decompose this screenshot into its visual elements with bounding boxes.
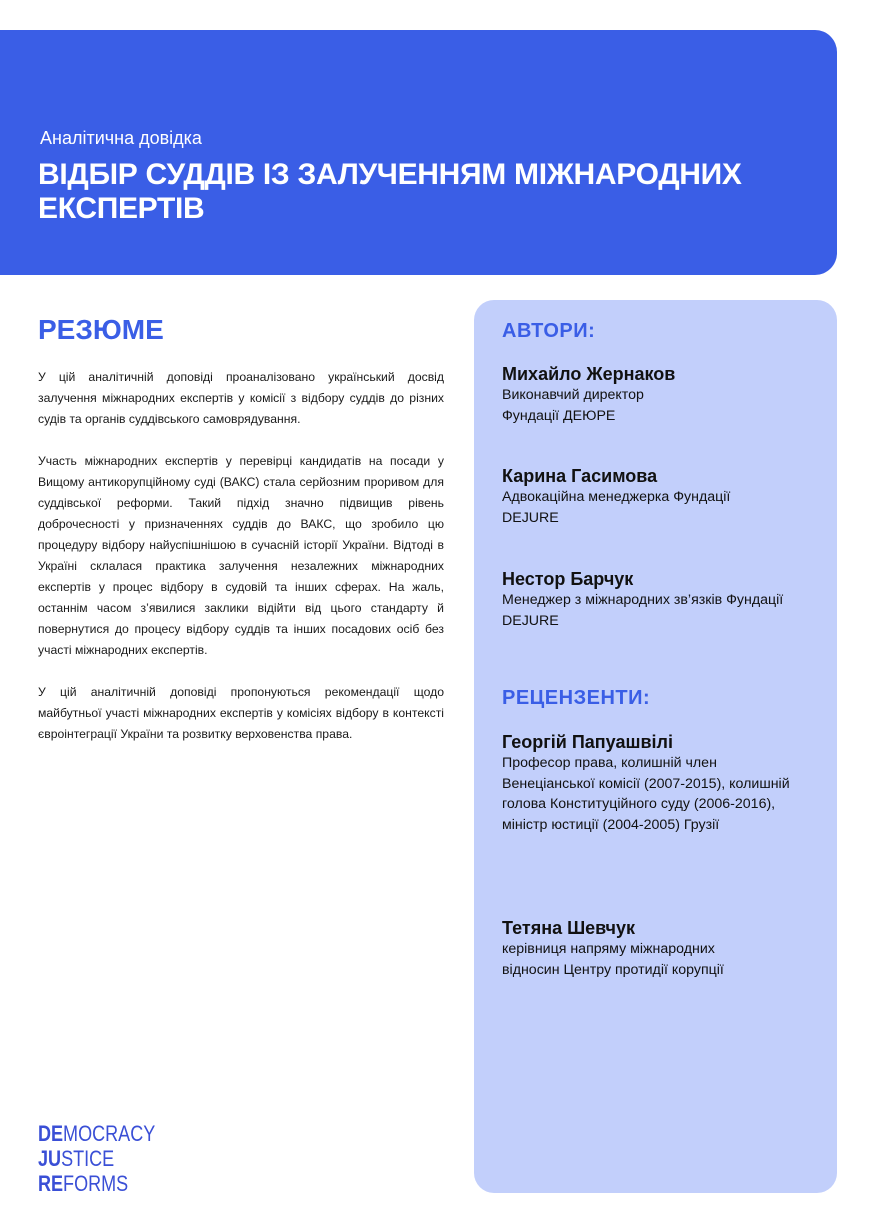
author-entry: [502, 465, 812, 528]
author-entry: [502, 363, 812, 426]
logo-text: JU: [38, 1146, 62, 1171]
logo-text: STICE: [61, 1146, 115, 1171]
header-banner: [0, 30, 837, 275]
reviewer-entry: [502, 731, 812, 835]
contributors-panel: [474, 300, 837, 1193]
authors-label: АВТОРИ:: [502, 320, 596, 342]
summary-paragraph: У цій аналітичній доповіді пропонуються рекомендації щодо майбутньої участі міжнародних експертів у комісіях відбору в контексті євроінтеграції України та розвитку верховенства права.: [38, 685, 444, 741]
logo-text: DE: [38, 1121, 64, 1146]
reviewer-name: Тетяна Шевчук: [502, 918, 636, 938]
author-role: Виконавчий директор Фундації ДЕЮРЕ: [502, 387, 644, 424]
document-type: Аналітична довідка: [40, 128, 202, 148]
logo-text: FORMS: [63, 1171, 129, 1196]
reviewer-name: Георгій Папуашвілі: [502, 732, 673, 752]
author-name: Михайло Жернаков: [502, 364, 676, 384]
summary-paragraph: У цій аналітичній доповіді проаналізовано український досвід залучення міжнародних експертів у комісії з відбору суддів до різних судів та органів суддівського самоврядування.: [38, 370, 444, 426]
logo-text: MOCRACY: [63, 1121, 156, 1146]
summary-heading: РЕЗЮМЕ: [38, 314, 164, 345]
document-title: ВІДБІР СУДДІВ ІЗ ЗАЛУЧЕННЯМ МІЖНАРОДНИХ ЕКСПЕРТІВ: [38, 158, 742, 225]
summary-text: [38, 367, 444, 766]
reviewer-role: керівниця напряму міжнародних відносин Центру протидії корупції: [502, 941, 724, 978]
author-name: Нестор Барчук: [502, 569, 634, 589]
summary-paragraph: Участь міжнародних експертів у перевірці кандидатів на посади у Вищому антикорупційному суді (ВАКС) стала серйозним проривом для суддівської реформи. Такий підхід значно підвищив рівень доброчесності у призначеннях суддів до ВАКС, що зробило цю процедуру відбору найуспішнішою в сучасній історії України. Відтоді в Україні склалася практика залучення незалежних міжнародних експертів у процес відбору в судовій та інших сферах. На жаль, останнім часом з’явилися заклики відійти від цього стандарту й повернутися до процесу відбору суддів та інших посадових осіб без участі міжнародних експертів.: [38, 454, 444, 657]
reviewer-role: Професор права, колишній член Венеціанської комісії (2007-2015), колишній голова Конституційного суду (2006-2016), міністр юстиції (2004-2005) Грузії: [502, 755, 790, 833]
author-role: Адвокаційна менеджерка Фундації DEJURE: [502, 489, 731, 526]
reviewers-label: РЕЦЕНЗЕНТИ:: [502, 687, 651, 709]
reviewer-entry: [502, 917, 812, 980]
author-name: Карина Гасимова: [502, 466, 658, 486]
author-role: Менеджер з міжнародних зв’язків Фундації DEJURE: [502, 592, 784, 629]
author-entry: [502, 568, 812, 631]
logo-text: RE: [38, 1171, 64, 1196]
democracy-justice-reforms-logo: [38, 1121, 155, 1196]
